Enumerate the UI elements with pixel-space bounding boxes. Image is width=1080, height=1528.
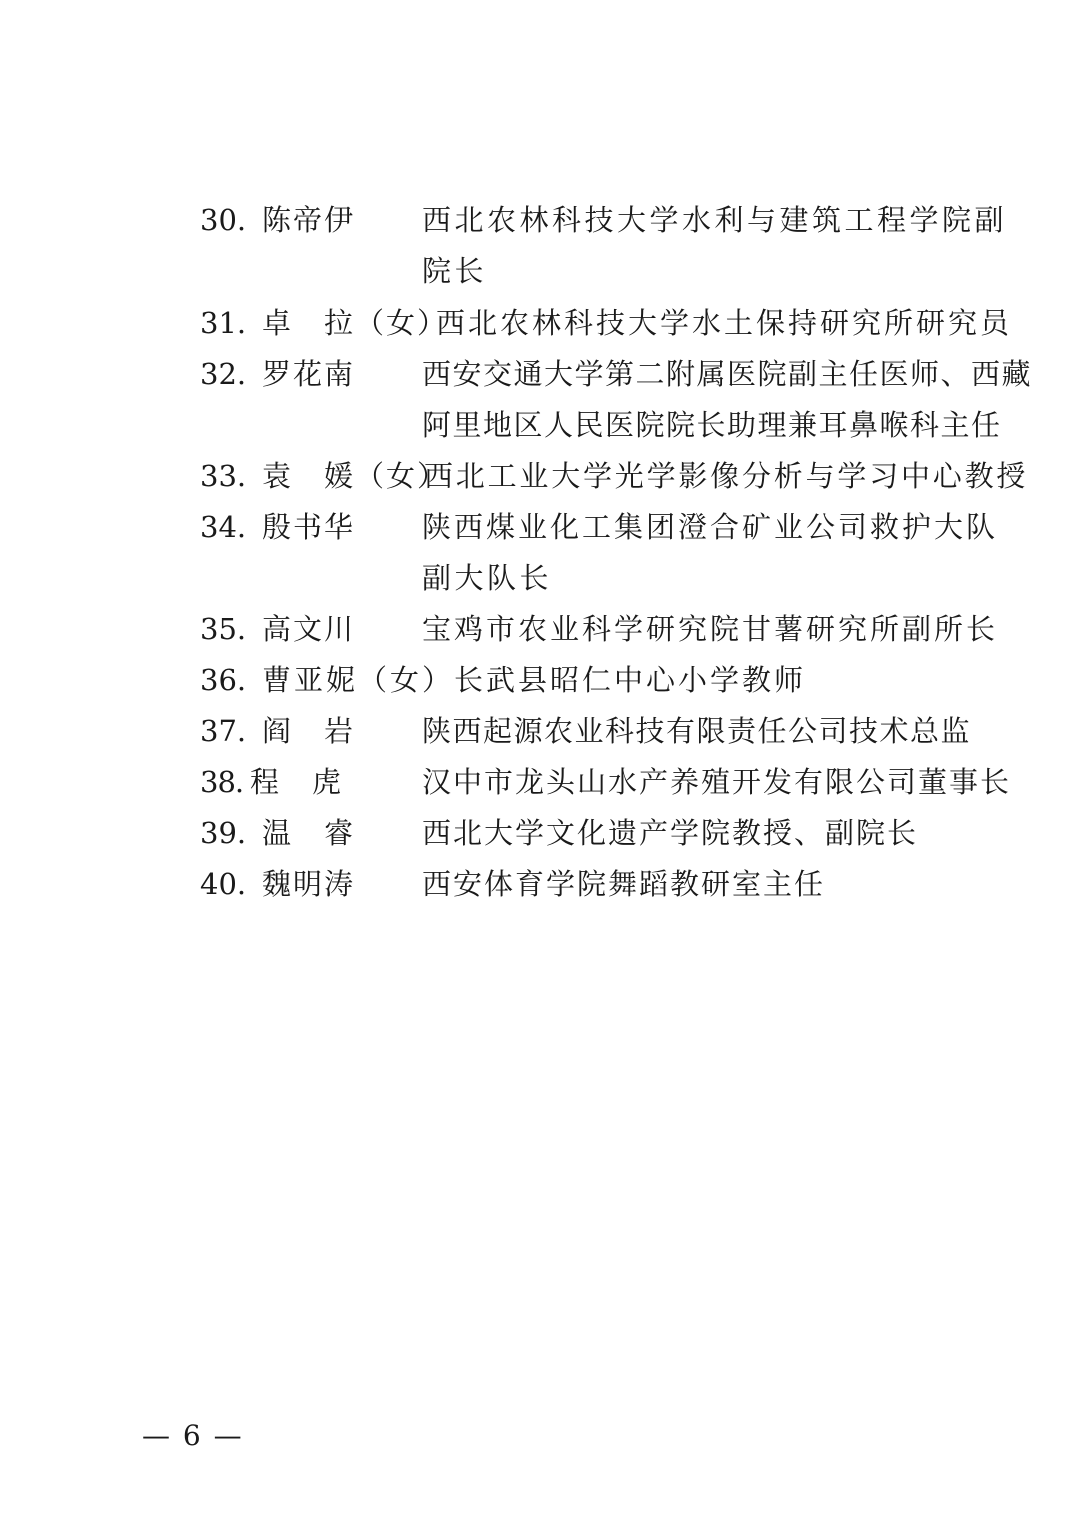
item-number: 31. bbox=[200, 306, 247, 340]
item-number: 39. bbox=[200, 816, 247, 850]
item-name: 温 睿 bbox=[262, 816, 356, 850]
item-number: 38. bbox=[200, 765, 244, 799]
item-number: 30. bbox=[200, 203, 247, 237]
item-description: 西北工业大学光学影像分析与学习中心教授 bbox=[424, 459, 1029, 493]
item-number: 36. bbox=[200, 663, 247, 697]
item-description: 西安体育学院舞蹈教研室主任 bbox=[422, 867, 826, 901]
item-description: 西北大学文化遗产学院教授、副院长 bbox=[422, 816, 919, 850]
item-number: 37. bbox=[200, 714, 247, 748]
page-number: — 6 — bbox=[142, 1419, 244, 1452]
item-description-cont: 阿里地区人民医院院长助理兼耳鼻喉科主任 bbox=[422, 408, 1002, 442]
item-description: 西安交通大学第二附属医院副主任医师、西藏 bbox=[422, 357, 1033, 391]
item-description-cont: 副大队长 bbox=[422, 561, 553, 595]
item-name: 殷书华 bbox=[262, 510, 356, 544]
item-name: 袁 媛（女） bbox=[262, 459, 449, 493]
item-number: 40. bbox=[200, 867, 247, 901]
item-description: 陕西起源农业科技有限责任公司技术总监 bbox=[422, 714, 972, 748]
item-name: 卓 拉（女） bbox=[262, 306, 449, 340]
item-name: 罗花南 bbox=[262, 357, 356, 391]
item-description: 西北农林科技大学水利与建筑工程学院副 bbox=[422, 203, 1008, 237]
item-name: 阎 岩 bbox=[262, 714, 356, 748]
item-description: 汉中市龙头山水产养殖开发有限公司董事长 bbox=[422, 765, 1012, 799]
item-description-cont: 院长 bbox=[422, 254, 488, 288]
item-name: 陈帝伊 bbox=[262, 203, 356, 237]
item-name: 高文川 bbox=[262, 612, 356, 646]
item-number: 35. bbox=[200, 612, 247, 646]
item-number: 33. bbox=[200, 459, 247, 493]
item-number: 34. bbox=[200, 510, 247, 544]
item-description: 西北农林科技大学水土保持研究所研究员 bbox=[436, 306, 1013, 340]
item-description: 宝鸡市农业科学研究院甘薯研究所副所长 bbox=[422, 612, 999, 646]
item-number: 32. bbox=[200, 357, 247, 391]
item-name: 程 虎 bbox=[250, 765, 344, 799]
item-name-and-description: 曹亚妮（女）长武县昭仁中心小学教师 bbox=[262, 663, 807, 697]
item-name: 魏明涛 bbox=[262, 867, 356, 901]
item-description: 陕西煤业化工集团澄合矿业公司救护大队 bbox=[422, 510, 999, 544]
